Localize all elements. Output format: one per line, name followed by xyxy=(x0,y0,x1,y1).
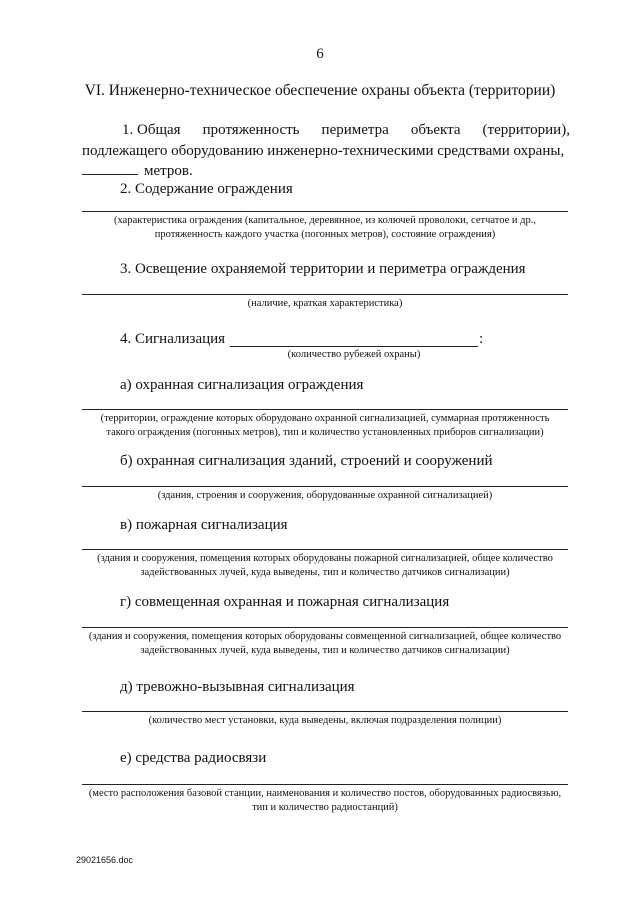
item-d-fill-line xyxy=(82,711,568,712)
item2-fill-line xyxy=(82,211,568,212)
caption-line: (место расположения базовой станции, наименования и количество постов, оборудованных радиосвязью, xyxy=(88,788,562,799)
item-b-caption: (здания, строения и сооружения, оборудованные охранной сигнализацией) xyxy=(157,490,493,501)
item1-word: 1. Общая xyxy=(122,122,181,138)
caption-line: задействованных лучей, куда выведены, тип и количество датчиков сигнализации) xyxy=(140,566,510,578)
item3-title: 3. Освещение охраняемой территории и периметра ограждения xyxy=(120,261,526,277)
item-d-title: д) тревожно-вызывная сигнализация xyxy=(120,679,355,695)
item-a-fill-line xyxy=(82,409,568,410)
item4-fill-line xyxy=(230,346,478,347)
item-a-title: а) охранная сигнализация ограждения xyxy=(120,377,364,393)
item2-title: 2. Содержание ограждения xyxy=(120,181,293,197)
caption-line: протяженность каждого участка (погонных метров), состояние ограждения) xyxy=(154,228,496,240)
item-v-fill-line xyxy=(82,549,568,550)
item1-suffix: метров. xyxy=(144,163,193,179)
item1-line2: подлежащего оборудованию инженерно-техническими средствами охраны, xyxy=(82,143,565,159)
item-e-title: е) средства радиосвязи xyxy=(120,750,267,766)
item1-word: протяженность xyxy=(202,122,300,138)
caption-line: (здания и сооружения, помещения которых оборудованы пожарной сигнализацией, общее количество xyxy=(97,553,553,564)
item4-title: 4. Сигнализация xyxy=(120,331,226,347)
item-g-title: г) совмещенная охранная и пожарная сигнализация xyxy=(120,594,450,610)
item-b-fill-line xyxy=(82,486,568,487)
caption-line: (характеристика ограждения (капитальное, деревянное, из колючей проволоки, сетчатое и др., xyxy=(114,215,536,226)
item-g-fill-line xyxy=(82,627,568,628)
item1-line3 xyxy=(82,163,193,180)
item3-caption: (наличие, краткая характеристика) xyxy=(247,298,403,309)
footer-file-code: 29021656.doc xyxy=(76,855,134,865)
item3-fill-line xyxy=(82,294,568,295)
item-e-caption xyxy=(80,787,570,814)
item-a-caption xyxy=(80,412,570,439)
item2-caption xyxy=(80,214,570,241)
item-b-title: б) охранная сигнализация зданий, строений и сооружений xyxy=(120,453,493,469)
length-blank xyxy=(82,163,138,175)
item-v-title: в) пожарная сигнализация xyxy=(120,517,288,533)
caption-line: такого ограждения (погонных метров), тип и количество установленных приборов сигнализации) xyxy=(106,426,544,438)
item-g-caption xyxy=(80,630,570,657)
caption-line: (территории, ограждение которых оборудовано охранной сигнализацией, суммарная протяженность xyxy=(100,413,550,424)
item-e-fill-line xyxy=(82,784,568,785)
item4-caption: (количество рубежей охраны) xyxy=(287,349,421,360)
caption-line: задействованных лучей, куда выведены, тип и количество датчиков сигнализации) xyxy=(140,644,510,656)
item-d-caption: (количество мест установки, куда выведены, включая подразделения полиции) xyxy=(148,715,502,726)
caption-line: (здания и сооружения, помещения которых оборудованы совмещенной сигнализацией, общее количество xyxy=(88,631,562,642)
item1-line1 xyxy=(122,122,570,139)
section-title: VI. Инженерно-техническое обеспечение охраны объекта (территории) xyxy=(84,82,556,99)
item1-word: (территории), xyxy=(482,122,570,138)
item4-colon: : xyxy=(479,331,484,347)
item1-word: периметра xyxy=(321,122,389,138)
page-number: 6 xyxy=(316,46,324,62)
item-v-caption xyxy=(80,552,570,579)
item1-word: объекта xyxy=(410,122,461,138)
caption-line: тип и количество радиостанций) xyxy=(252,801,398,813)
